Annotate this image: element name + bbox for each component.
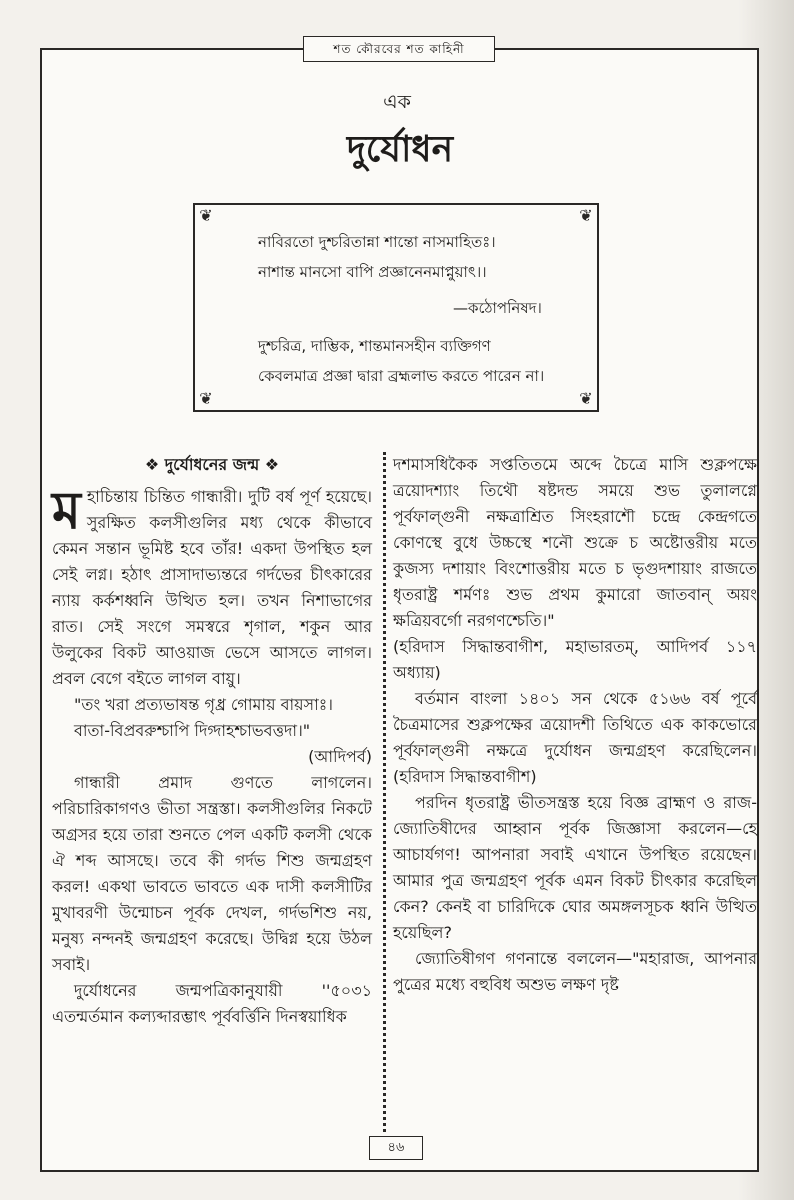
left-column — [52, 452, 372, 1030]
epigraph-source: —কঠোপনিষদ। — [453, 299, 542, 317]
verse-line-2: বাতা-বিপ্রবরুশ্চাপি দিগ্দাহশ্চাভবত্তদা।" — [74, 721, 311, 740]
ornament-icon: ❦ — [199, 206, 213, 225]
paragraph — [52, 481, 372, 692]
epigraph-box — [193, 203, 599, 412]
ornament-icon: ❦ — [579, 389, 593, 408]
paragraph: দুর্যোধনের জন্মপত্রিকানুযায়ী ''৫০৩১ এতন্মর্তমান কল্যব্দারম্ভাৎ পূর্ববর্ত্তিনি দিনস্বয়াধিক — [52, 981, 372, 1026]
paragraph: বর্তমান বাংলা ১৪০১ সন থেকে ৫১৬৬ বর্ষ পূর্বে চৈত্রমাসের শুক্লপক্ষের ত্রয়োদশী তিথিতে এক কাকভোরে পূর্বফাল্গুনী নক্ষত্রে দুর্যোধন জন্মগ্রহণ করেছিলেন। (হরিদাস সিদ্ধান্তবাগীশ) — [393, 689, 757, 786]
paragraph-text: হাচিন্তায় চিন্তিত গান্ধারী। দুটি বর্ষ পূর্ণ হয়েছে। সুরক্ষিত কলসীগুলির মধ্য থেকে কীভাবে কেমন সন্তান ভূমিষ্ট হবে তাঁর! একদা উপস্থিত হল সেই লগ্ন। হঠাৎ প্রাসাদাভ্যন্তরে গর্দভের চীৎকারের ন্যায় কর্কশধ্বনি উত্থিত হল। তখন নিশাভাগের রাত। সেই সংগে সমস্বরে শৃগাল, শকুন আর উলুকের বিকট আওয়াজ ভেসে আসতে লাগল। প্রবল বেগে বইতে লাগল বায়ু। — [52, 487, 372, 688]
verse-line-1: "তং খরা প্রত্যভাষন্ত গৃধ্র গোমায় বায়সাঃ। — [74, 695, 334, 714]
verse-source: (আদিপর্ব) — [308, 747, 372, 766]
section-heading: ❖ দুর্যোধনের জন্ম ❖ — [144, 455, 280, 474]
ornament-icon: ❦ — [199, 389, 213, 408]
paragraph: গান্ধারী প্রমাদ গুণতে লাগলেন। পরিচারিকাগণও ভীতা সন্ত্রস্তা। কলসীগুলির নিকটে অগ্রসর হয়ে তারা শুনতে পেল একটি কলসী থেকে ঐ শব্দ আসছে। তবে কী গর্দভ শিশু জন্মগ্রহণ করল! একথা ভাবতে ভাবতে এক দাসী কলসীটির মুখাবরণী উন্মোচন পূর্বক দেখল, গর্দভশিশু নয়, মনুষ্য নন্দনই জন্মগ্রহণ করেছে। উদ্বিগ্ন হয়ে উঠল সবাই। — [52, 773, 372, 974]
page-number: ৪৬ — [369, 1136, 423, 1160]
epigraph-translation-line-2: কেবলমাত্র প্রজ্ঞা দ্বারা ব্রহ্মলাভ করতে পারেন না। — [258, 367, 545, 385]
citation: (হরিদাস সিদ্ধান্তবাগীশ, মহাভারতম্, আদিপর্ব ১১৭ অধ্যায়) — [393, 637, 757, 682]
epigraph-sanskrit-line-2: নাশান্ত মানসো বাপি প্রজ্ঞানেনমাপ্নুয়াৎ।। — [258, 263, 487, 281]
epigraph-translation-line-1: দুশ্চরিত্র, দাম্ভিক, শান্তমানসহীন ব্যক্তিগণ — [258, 337, 491, 355]
right-column — [393, 452, 757, 998]
chapter-number: এক — [383, 91, 411, 113]
epigraph-sanskrit-line-1: নাবিরতো দুশ্চরিতান্না শান্তো নাসমাহিতঃ। — [258, 233, 496, 251]
chapter-title: দুর্যোধন — [346, 129, 454, 170]
ornament-icon: ❦ — [579, 206, 593, 225]
paragraph: জ্যোতিষীগণ গণনান্তে বললেন—"মহারাজ, আপনার পুত্রের মধ্যে বহুবিধ অশুভ লক্ষণ দৃষ্ট — [393, 949, 757, 994]
paragraph: দশমাসধিকৈক সপ্ততিতমে অব্দে চৈত্রে মাসি শুক্লপক্ষে ত্রয়োদশ্যাং তিথৌ ষষ্টদন্ড সময়ে শুভ তুলালগ্নে পূর্বফাল্গুনী নক্ষত্রাশ্রিত সিংহরাশৌ চন্দ্রে কেন্দ্রগতে কোণস্থে বুধে উচ্চস্থে শনৌ শুক্রে চ অষ্টোত্তরীয় মতে কুজস্য দশায়াং বিংশোত্তরীয় মতে চ ভৃগুদশায়াং রাজতে ধৃতরাষ্ট্র শর্মণঃ শুভ প্রথম কুমারো জাতবান্ অয়ং ক্ষত্রিয়বর্গো নরগণশ্চেতি।" — [393, 455, 757, 630]
book-title-header: শত কৌরবের শত কাহিনী — [303, 36, 495, 62]
paragraph: পরদিন ধৃতরাষ্ট্র ভীতসন্ত্রস্ত হয়ে বিজ্ঞ ব্রাহ্মণ ও রাজ-জ্যোতিষীদের আহ্বান পূর্বক জিজ্ঞাসা করলেন—হে আচার্যগণ! আপনারা সবাই এখানে উপস্থিত রয়েছেন। আমার পুত্র জন্মগ্রহণ পূর্বক এমন বিকট চীৎকার করেছিল কেন? কেনই বা চারিদিকে ঘোর অমঙ্গলসূচক ধ্বনি উত্থিত হয়েছিল? — [393, 793, 757, 942]
dropcap: ম — [52, 481, 81, 541]
column-divider — [383, 452, 388, 1132]
